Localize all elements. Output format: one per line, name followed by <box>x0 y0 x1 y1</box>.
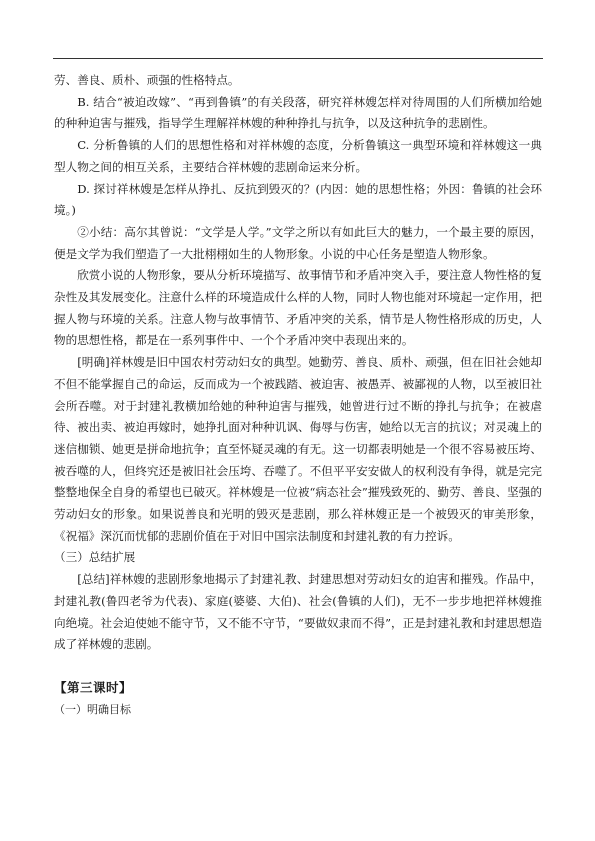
paragraph-b: B. 结合“被迫改嫁”、“再到鲁镇”的有关段落，研究祥林嫂怎样对待周围的人们所横加给她的种种迫害与摧残，指导学生理解祥林嫂的种种挣扎与抗争，以及这种抗争的悲剧性。 <box>54 94 542 131</box>
lesson-title: 【第三课时】 <box>54 679 133 695</box>
paragraph-appreciation: 欣赏小说的人物形象，要从分析环境描写、故事情节和矛盾冲突入手，要注意人物性格的复杂性及其发展变化。注意什么样的环境造成什么样的人物，同时人物也能对环境起一定作用，把握人物与环境的关系。注意人物与故事情节、矛盾冲突的关系，情节是人物性格形成的历史，人物的思想性格，都是在一系列事件中、一个个矛盾冲突中表现出来的。 <box>54 268 542 348</box>
paragraph-conclusion: [总结]祥林嫂的悲剧形象地揭示了封建礼教、封建思想对劳动妇女的迫害和摧残。作品中，封建礼教(鲁四老爷为代表)、家庭(婆婆、大伯)、社会(鲁镇的人们)，无不一步步地把祥林嫂推向绝境。社会迫使她不能守节，又不能不守节，“要做奴隶而不得”，正是封建礼教和封建思想造成了祥林嫂的悲剧。 <box>54 572 542 652</box>
section-heading-summary: （三）总结扩展 <box>54 550 136 565</box>
paragraph-clarification: [明确]祥林嫂是旧中国农村劳动妇女的典型。她勤劳、善良、质朴、顽强，但在旧社会她却不但不能掌握自己的命运，反而成为一个被践踏、被迫害、被愚弄、被鄙视的人物，以至被旧社会所吞噬。对于封建礼教横加给她的种种迫害与摧残，她曾进行过不断的挣扎与抗争；在被虐待、被出卖、被迫再嫁时，她挣扎面对种种讥讽、侮辱与伤害，她给以无言的抗议；对灵魂上的迷信枷锁、她更是拼命地抗争；直至怀疑灵魂的有无。这一切都表明她是一个很不容易被压垮、被吞噬的人，但终究还是被旧社会压垮、吞噬了。不但平平安安做人的权利没有争得，就是完完整整地保全自身的希望也已破灭。祥林嫂是一位被“病态社会”摧残致死的、勤劳、善良、坚强的劳动妇女的形象。如果说善良和光明的毁灭是悲剧，那么祥林嫂正是一个被毁灭的审美形象，《祝福》深沉而忧郁的悲剧价值在于对旧中国宗法制度和封建礼教的有力控诉。 <box>54 355 542 543</box>
header-rule <box>53 58 543 59</box>
lesson-subheading: （一）明确目标 <box>54 702 131 716</box>
paragraph-summary: ②小结：高尔其曾说：“文学是人学。”文学之所以有如此巨大的魅力，一个最主要的原因，便是文学为我们塑造了一大批栩栩如生的人物形象。小说的中心任务是塑造人物形象。 <box>54 224 542 261</box>
spacer <box>54 656 542 677</box>
paragraph-c: C. 分析鲁镇的人们的思想性格和对祥林嫂的态度，分析鲁镇这一典型环境和祥林嫂这一典型人物之间的相互关系，主要结合祥林嫂的悲剧命运来分析。 <box>54 138 542 174</box>
document-body <box>54 70 542 720</box>
paragraph-continuation: 劳、善良、质朴、顽强的性格特点。 <box>54 73 240 87</box>
paragraph-d: D. 探讨祥林嫂是怎样从挣扎、反抗到毁灭的？(内因：她的思想性格；外因：鲁镇的社会环境。) <box>54 181 542 218</box>
